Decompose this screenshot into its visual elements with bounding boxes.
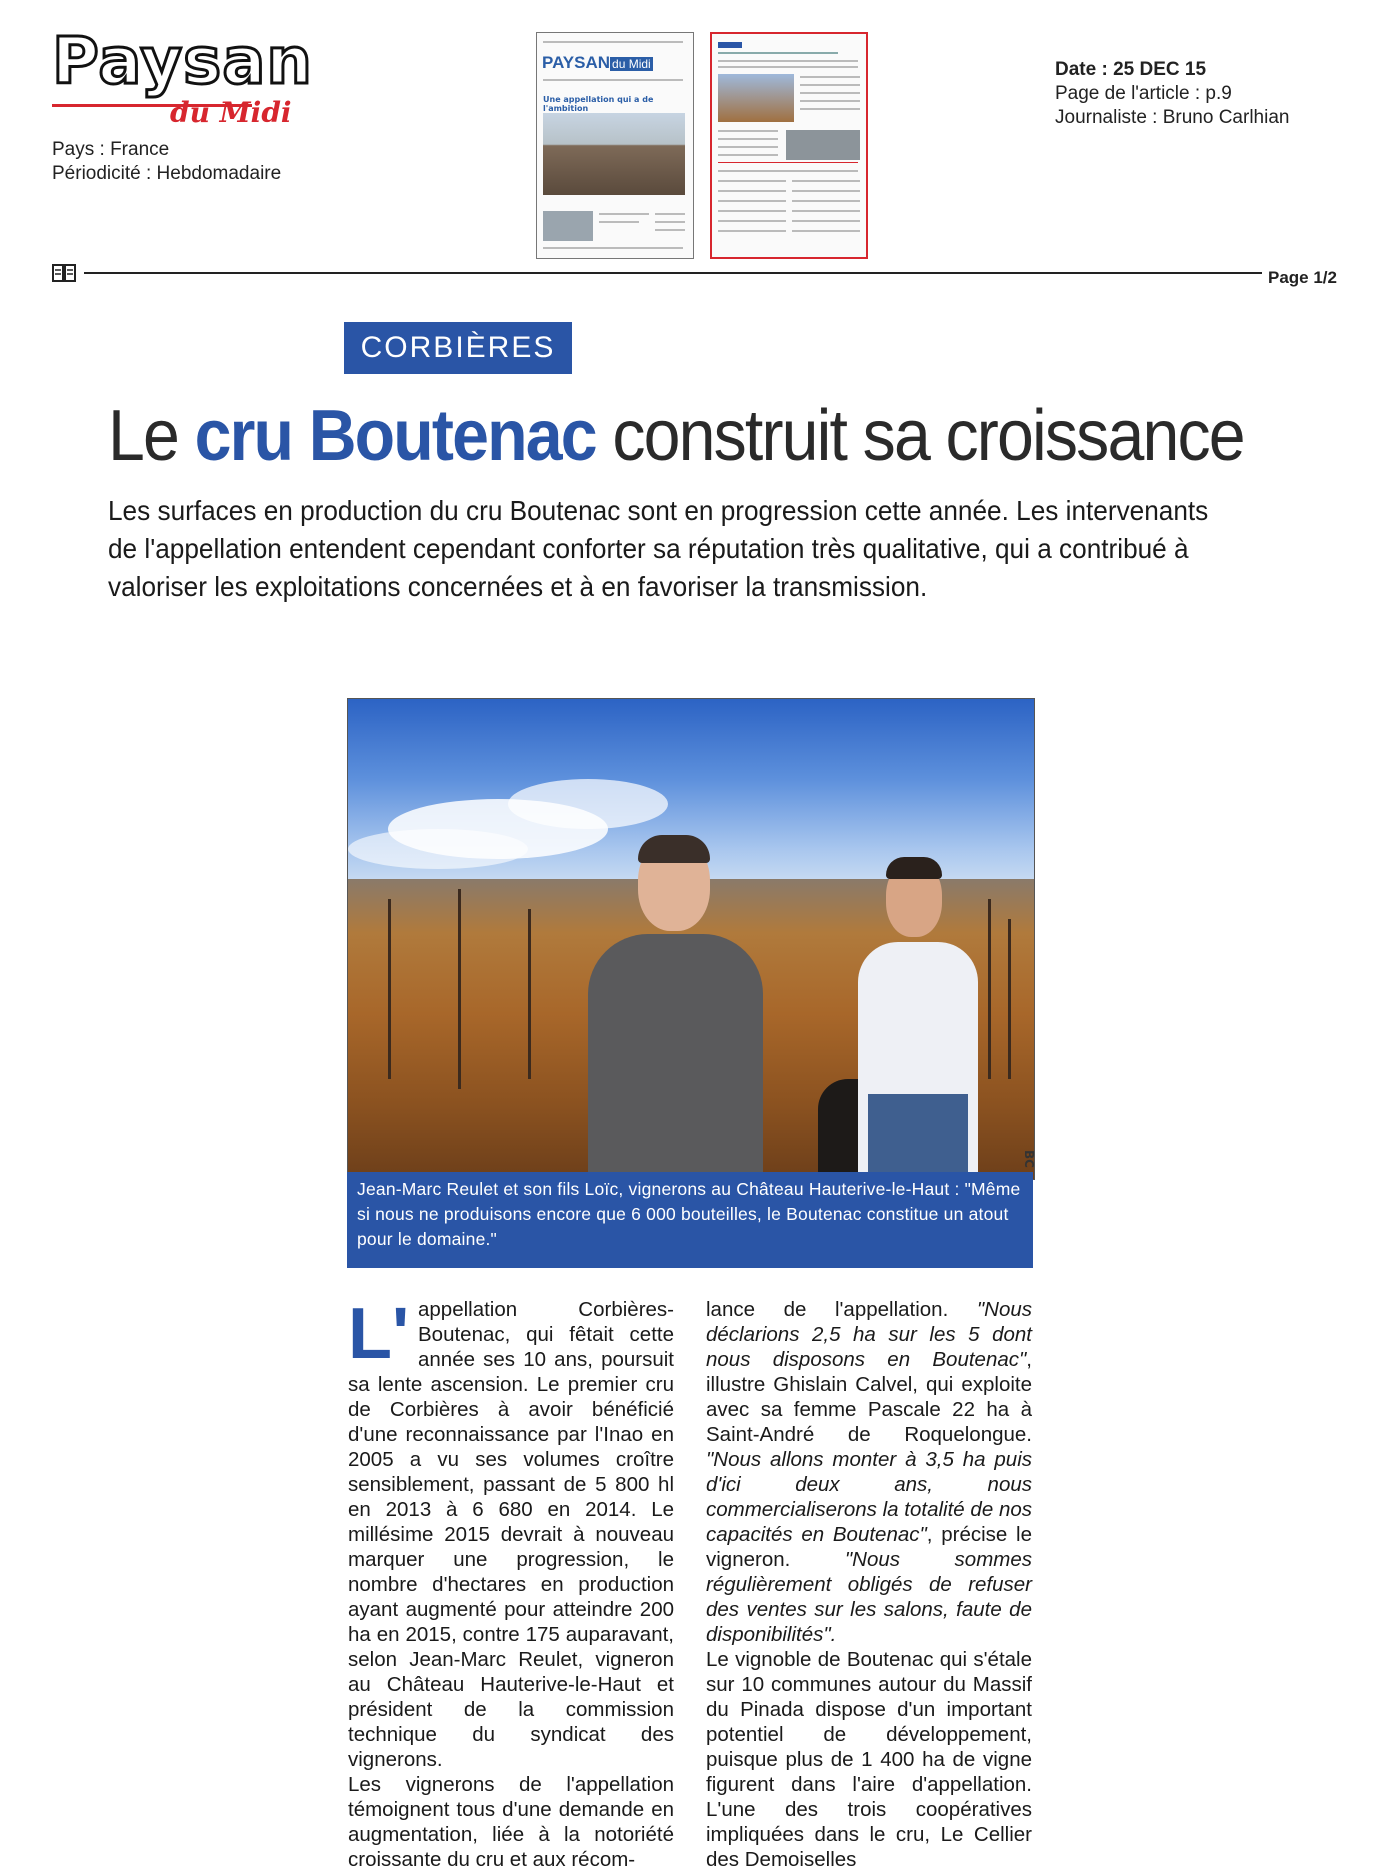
dropcap: L': [348, 1294, 410, 1374]
photo-credit: BC: [1022, 1150, 1036, 1168]
photo-caption: Jean-Marc Reulet et son fils Loïc, vignerons au Château Hauterive-le-Haut : "Même si nous ne produisons encore que 6 000 bouteilles, le Boutenac constitue un atout pour le domaine.": [357, 1179, 1021, 1249]
publication-logo: [52, 25, 313, 130]
front-page-thumbnail: [536, 32, 694, 259]
col2-paragraph-2: Le vignoble de Boutenac qui s'étale sur 10 communes autour du Massif du Pinada dispose d'un important potentiel de développement, puisque plus de 1 400 ha de vigne figurent dans l'aire d'appellation. L'une des trois coopératives impliquées dans le cru, Le Cellier des Demoiselles: [706, 1648, 1032, 1871]
country: Pays : France: [52, 139, 170, 160]
logo-sub: du Midi: [170, 96, 292, 129]
thumb-photo: [543, 113, 685, 195]
col1-paragraph-2: Les vignerons de l'appellation témoignent tous d'une demande en augmentation, liée à la notoriété croissante du cru et aux récom-: [348, 1773, 674, 1871]
header-rule: [84, 272, 1262, 274]
article-page: Page de l'article : p.9: [1055, 83, 1232, 104]
article-meta: [1055, 58, 1289, 130]
article-date: Date : 25 DEC 15: [1055, 59, 1207, 80]
title-highlight: cru Boutenac: [194, 396, 596, 476]
book-icon: [52, 263, 76, 283]
journalist: Journaliste : Bruno Carlhian: [1055, 107, 1290, 128]
periodicity: Périodicité : Hebdomadaire: [52, 163, 282, 184]
article-photo: [347, 698, 1035, 1180]
section-kicker: CORBIÈRES: [344, 322, 572, 374]
thumb-masthead: PAYSAN du Midi: [542, 53, 651, 72]
page-indicator: Page 1/2: [1268, 268, 1337, 287]
body-column-1: L' appellation Corbières-Boutenac, qui fêtait cette année ses 10 ans, poursuit sa lente ascension. Le premier cru de Corbières à avoir bénéficié d'une reconnaissance par l'Inao en 2005 a vu ses volumes croître sensiblement, passant de 5 800 hl en 2013 à 6 680 en 2014. Le millésime 2015 devrait à nouveau marquer une progression, le nombre d'hectares en production ayant augmenté pour atteindre 200 ha en 2015, contre 175 auparavant, selon Jean-Marc Reulet, vigneron au Château Hauterive-le-Haut et président de la commission technique du syndicat des vignerons. Les vignerons de l'appellation témoignent tous d'une demande en augmentation, liée à la notoriété croissante du cru et aux récom-: [348, 1294, 674, 1871]
article-lead: Les surfaces en production du cru Boutenac sont en progression cette année. Les intervenants de l'appellation entendent cependant conforter sa réputation très qualitative, qui a contribué à valoriser les exploitations concernées et à en favoriser la transmission.: [108, 495, 1209, 602]
body-column-2: lance de l'appellation. "Nous déclarions 2,5 ha sur les 5 dont nous disposons en Boutenac", illustre Ghislain Calvel, qui exploite avec sa femme Pascale 22 ha à Saint-André de Roquelongue. "Nous allons monter à 3,5 ha puis d'ici deux ans, nous commercialiserons la totalité de nos capacités en Boutenac", précise le vigneron. "Nous sommes régulièrement obligés de refuser des ventes sur les salons, faute de disponibilités". Le vignoble de Boutenac qui s'étale sur 10 communes autour du Massif du Pinada dispose d'un important potentiel de développement, puisque plus de 1 400 ha de vigne figurent dans l'aire d'appellation. L'une des trois coopératives impliquées dans le cru, Le Cellier des Demoiselles: [706, 1298, 1032, 1871]
thumb-headline: Une appellation qui a de l'ambition: [543, 95, 654, 113]
logo-main: Paysan: [52, 25, 313, 99]
article-title: Le cru Boutenac construit sa croissance: [108, 396, 1244, 476]
article-page-thumbnail: [710, 32, 868, 259]
publication-meta: [52, 138, 281, 186]
